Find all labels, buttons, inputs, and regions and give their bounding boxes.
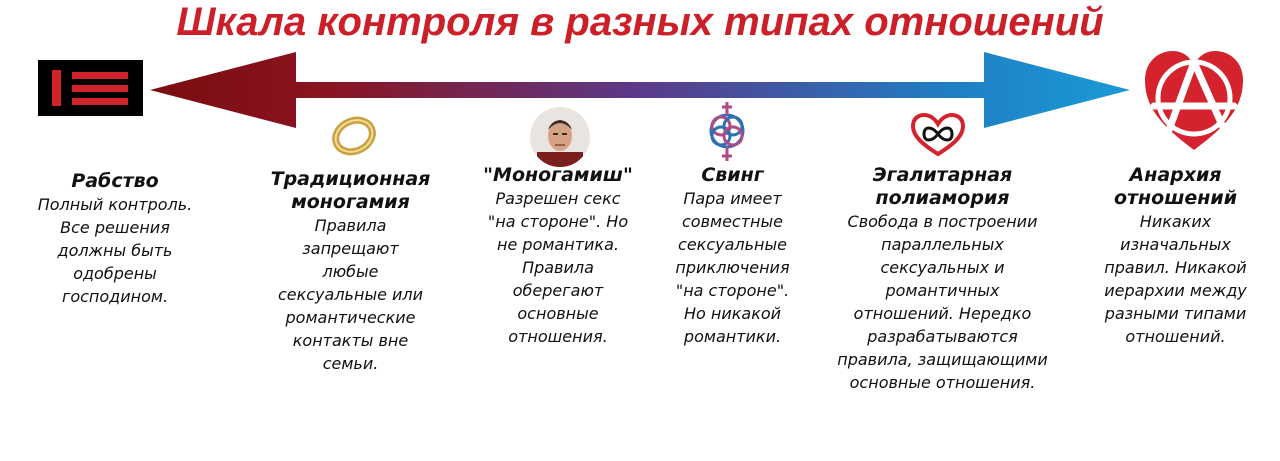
item-traditional-monogamy	[248, 168, 453, 375]
item-name: Традиционная моногамия	[270, 168, 431, 213]
diagram-title: Шкала контроля в разных типах отношений	[176, 0, 1104, 44]
item-description: Правила запрещают любые сексуальные или романтические контакты вне семьи.	[277, 216, 424, 373]
man-portrait-icon	[529, 106, 591, 168]
item-monogamish	[458, 164, 658, 348]
infinity-heart-icon	[910, 112, 966, 158]
item-description: Никаких изначальных правил. Никакой иерархии между разными типами отношений.	[1104, 212, 1247, 346]
item-egalitarian-polyamory	[815, 164, 1070, 394]
item-name: Эгалитарная полиамория	[872, 164, 1013, 209]
item-description: Разрешен секс "на стороне". Но не романтика. Правила оберегают основные отношения.	[487, 189, 629, 346]
item-slavery	[10, 170, 220, 308]
item-description: Полный контроль. Все решения должны быть одобрены господином.	[37, 195, 193, 306]
item-description: Свобода в построении параллельных сексуальных и романтичных отношений. Нередко разрабатываются правила, защищающими основные отношения.	[837, 212, 1048, 392]
item-relationship-anarchy	[1078, 164, 1273, 348]
item-name: "Моногамиш"	[483, 164, 633, 186]
item-name: Рабство	[71, 170, 159, 192]
item-name: Анархия отношений	[1113, 164, 1238, 209]
anarchy-heart-icon	[1142, 48, 1246, 154]
item-description: Пара имеет совместные сексуальные приключения "на стороне". Но никакой романтики.	[675, 189, 790, 346]
control-scale-arrow	[150, 50, 1130, 130]
wedding-ring-icon	[330, 114, 378, 158]
item-swing	[645, 164, 820, 348]
item-name: Свинг	[701, 164, 764, 186]
swinger-symbol-icon	[704, 98, 750, 164]
bdsm-triskelion-flag-icon	[38, 60, 143, 116]
